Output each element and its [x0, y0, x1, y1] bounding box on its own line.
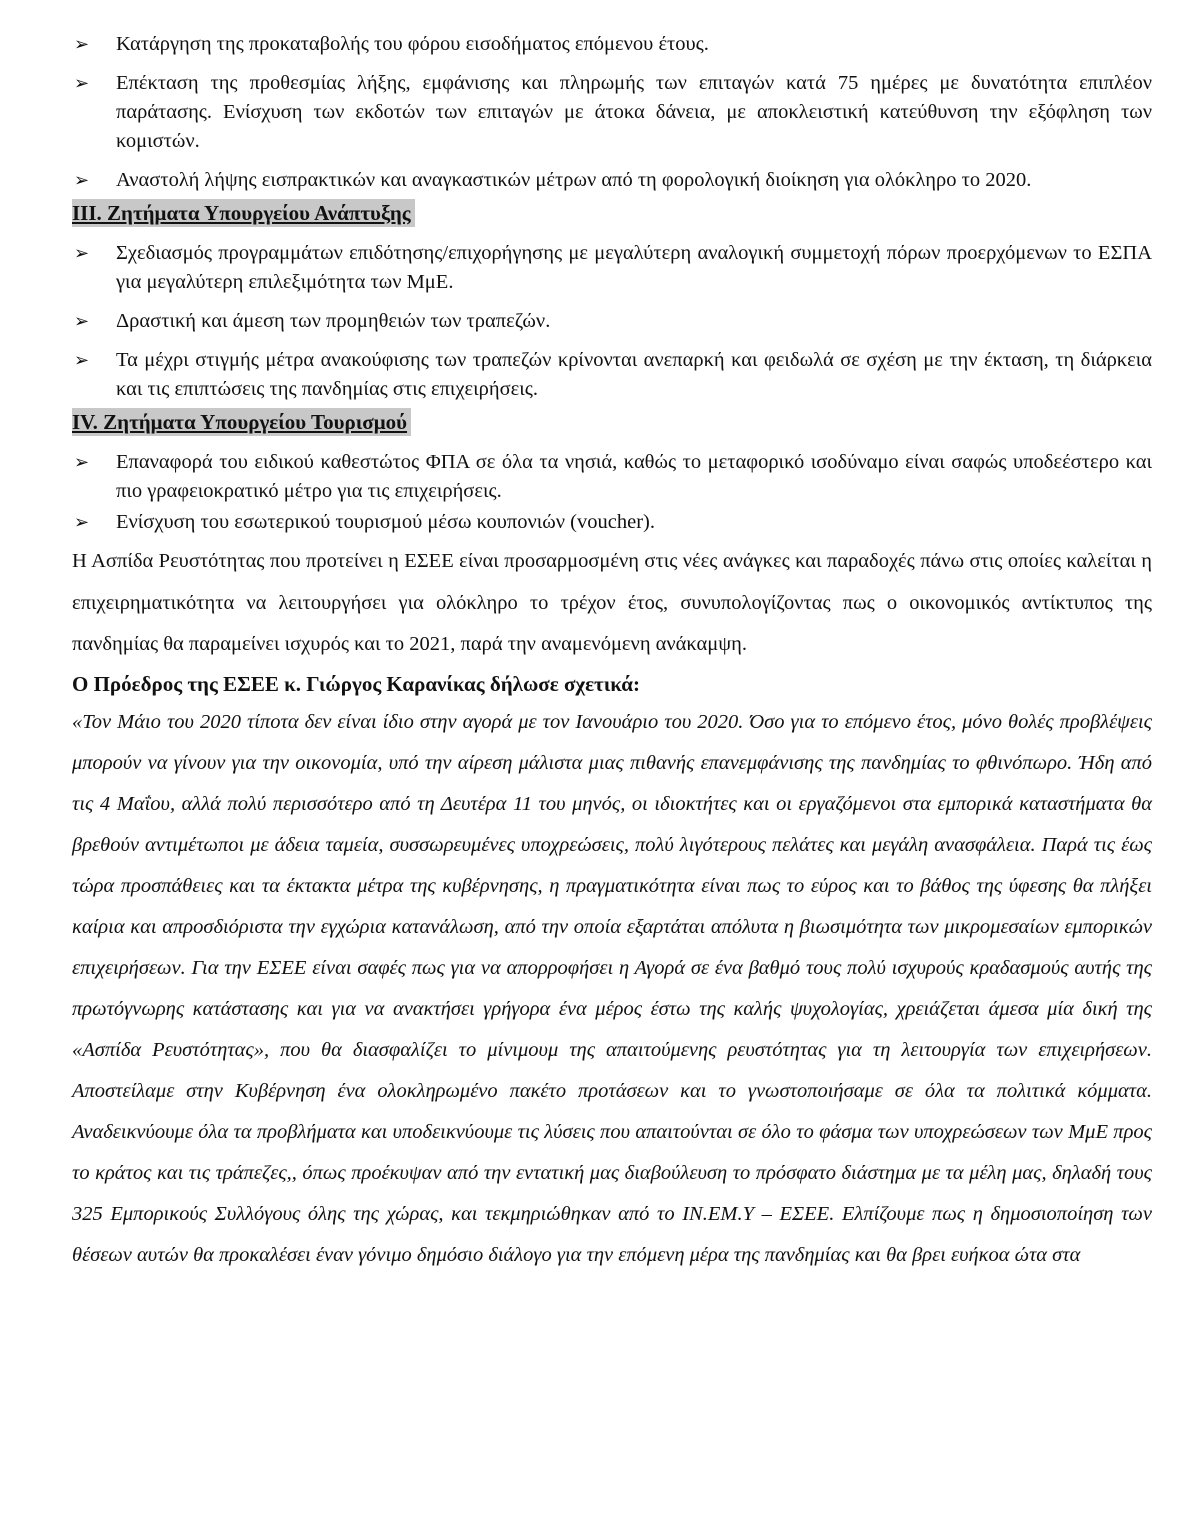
bullet-item [72, 508, 1152, 537]
arrow-bullet-icon: ➢ [74, 452, 90, 472]
body-paragraph: Η Ασπίδα Ρευστότητας που προτείνει η ΕΣΕΕ είναι προσαρμοσμένη στις νέες ανάγκες και παραδοχές πάνω στις οποίες καλείται η επιχειρηματικότητα να λειτουργήσει για ολόκληρο το τρέχον έτος, συνυπολογίζοντας πως ο οικονομικός αντίκτυπος της πανδημίας θα παραμείνει ισχυρός και το 2021, παρά την αναμενόμενη ανάκαμψη. [72, 550, 1152, 655]
bullet-text: Δραστική και άμεση των προμηθειών των τραπεζών. [116, 310, 551, 332]
bullet-item [72, 239, 1152, 297]
president-quote: «Τον Μάιο του 2020 τίποτα δεν είναι ίδιο στην αγορά με τον Ιανουάριο του 2020. Όσο για το επόμενο έτος, μόνο θολές προβλέψεις μπορούν να γίνουν για την οικονομία, υπό την αίρεση μάλιστα μιας πιθανής επανεμφάνισης της πανδημίας το φθινόπωρο. Ήδη από τις 4 Μαΐου, αλλά πολύ περισσότερο από τη Δευτέρα 11 του μηνός, οι ιδιοκτήτες και οι εργαζόμενοι στα εμπορικά καταστήματα θα βρεθούν αντιμέτωποι με άδεια ταμεία, συσσωρευμένες υποχρεώσεις, πολύ λιγότερους πελάτες και μεγάλη ανασφάλεια. Παρά τις έως τώρα προσπάθειες και τα έκτακτα μέτρα της κυβέρνησης, η πραγματικότητα είναι πως το εύρος και το βάθος της ύφεσης θα πλήξει καίρια και απροσδιόριστα την εγχώρια κατανάλωση, από την οποία εξαρτάται απόλυτα η βιωσιμότητα των μικρομεσαίων εμπορικών επιχειρήσεων. Για την ΕΣΕΕ είναι σαφές πως για να απορροφήσει η Αγορά σε ένα βαθμό τους πολύ ισχυρούς κραδασμούς αυτής της πρωτόγνωρης κατάστασης και για να ανακτήσει γρήγορα ένα μέρος έστω της καλής ψυχολογίας, χρειάζεται άμεσα μία δική της «Ασπίδα Ρευστότητας», που θα διασφαλίζει το μίνιμουμ της απαιτούμενης ρευστότητας για τη λειτουργία των επιχειρήσεων. Αποστείλαμε στην Κυβέρνηση ένα ολοκληρωμένο πακέτο προτάσεων και το γνωστοποιήσαμε σε όλα τα πολιτικά κόμματα. Αναδεικνύουμε όλα τα προβλήματα και υποδεικνύουμε τις λύσεις που απαιτούνται σε όλο το φάσμα των υποχρεώσεων των ΜμΕ προς το κράτος και τις τράπεζες,, όπως προέκυψαν από την εντατική μας διαβούλευση το πρόσφατο διάστημα με τα μέλη μας, δηλαδή τους 325 Εμπορικούς Συλλόγους όλης της χώρας, και τεκμηριώθηκαν από το ΙΝ.ΕΜ.Υ – ΕΣΕΕ. Ελπίζουμε πως η δημοσιοποίηση των θέσεων αυτών θα προκαλέσει έναν γόνιμο δημόσιο διάλογο για την επόμενη μέρα της πανδημίας και θα βρει ευήκοα ώτα στα [72, 710, 1152, 1266]
bullet-item [72, 307, 1152, 336]
bullet-text: Ενίσχυση του εσωτερικού τουρισμού μέσω κουπονιών (voucher). [116, 511, 655, 533]
document-page [72, 28, 1152, 1276]
arrow-bullet-icon: ➢ [74, 73, 90, 93]
president-intro: Ο Πρόεδρος της ΕΣΕΕ κ. Γιώργος Καρανίκας δήλωσε σχετικά: [72, 671, 641, 696]
bullet-text: Σχεδιασμός προγραμμάτων επιδότησης/επιχορήγησης με μεγαλύτερη αναλογική συμμετοχή πόρων προερχόμενων το ΕΣΠΑ για μεγαλύτερη επιλεξιμότητα των ΜμΕ. [116, 242, 1152, 293]
arrow-bullet-icon: ➢ [74, 34, 90, 54]
section-heading: ΙΙΙ. Ζητήματα Υπουργείου Ανάπτυξης [72, 199, 415, 227]
bullet-text: Κατάργηση της προκαταβολής του φόρου εισοδήματος επόμενου έτους. [116, 33, 709, 55]
bullet-text: Επέκταση της προθεσμίας λήξης, εμφάνισης και πληρωμής των επιταγών κατά 75 ημέρες με δυνατότητα επιπλέον παράτασης. Ενίσχυση των εκδοτών των επιταγών με άτοκα δάνεια, με αποκλειστική κατεύθυνση την εξόφληση των κομιστών. [116, 72, 1152, 152]
arrow-bullet-icon: ➢ [74, 243, 90, 263]
arrow-bullet-icon: ➢ [74, 350, 90, 370]
section-iii [72, 199, 1152, 227]
arrow-bullet-icon: ➢ [74, 170, 90, 190]
arrow-bullet-icon: ➢ [74, 311, 90, 331]
arrow-bullet-icon: ➢ [74, 512, 90, 532]
bullet-text: Τα μέχρι στιγμής μέτρα ανακούφισης των τραπεζών κρίνονται ανεπαρκή και φειδωλά σε σχέση με την έκταση, τη διάρκεια και τις επιπτώσεις της πανδημίας στις επιχειρήσεις. [116, 349, 1152, 400]
bullet-text: Επαναφορά του ειδικού καθεστώτος ΦΠΑ σε όλα τα νησιά, καθώς το μεταφορικό ισοδύναμο είναι σαφώς υποδεέστερο και πιο γραφειοκρατικό μέτρο για τις επιχειρήσεις. [116, 451, 1152, 502]
bullet-text: Αναστολή λήψης εισπρακτικών και αναγκαστικών μέτρων από τη φορολογική διοίκηση για ολόκληρο το 2020. [116, 169, 1032, 191]
bullet-item [72, 166, 1152, 195]
bullet-item [72, 346, 1152, 404]
bullet-item [72, 69, 1152, 156]
bullet-item [72, 30, 1152, 59]
bullet-item [72, 448, 1152, 506]
section-iv [72, 408, 1152, 436]
section-heading: IV. Ζητήματα Υπουργείου Τουρισμού [72, 408, 411, 436]
